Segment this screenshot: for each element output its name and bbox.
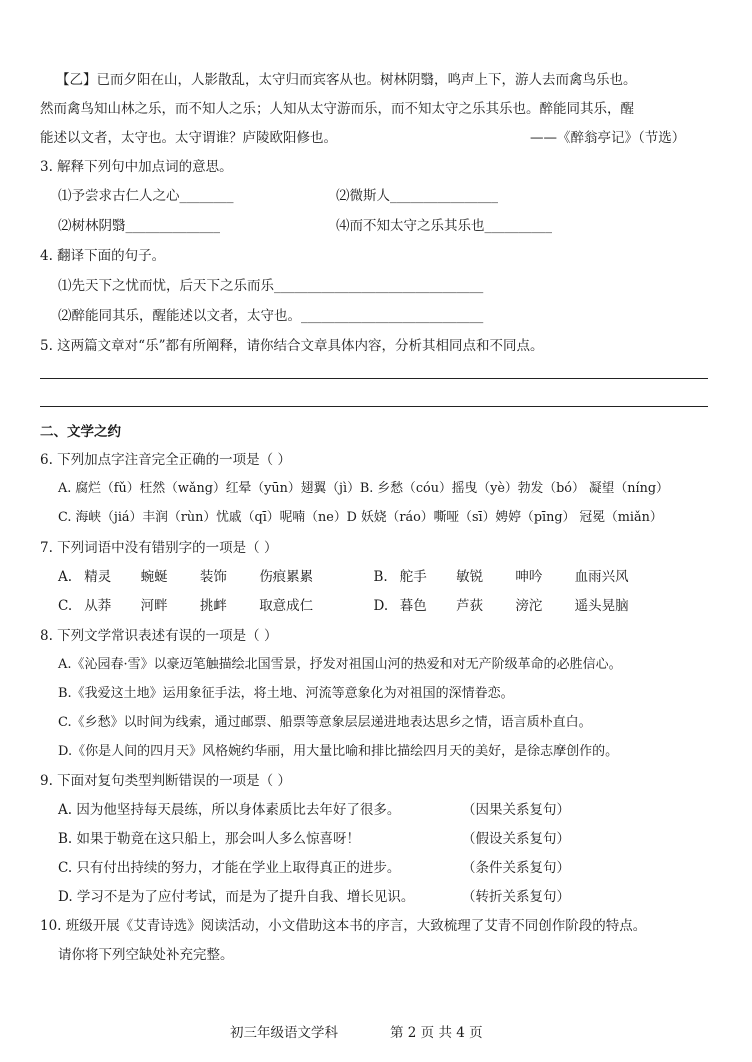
section-title: 二、文学之约: [40, 424, 121, 440]
q4-stem: 4. 翻译下面的句子。: [40, 248, 166, 264]
q9-type-b: （假设关系复句）: [462, 831, 570, 847]
q7-word: 蜿蜒: [140, 569, 168, 585]
q10-line-1: 10. 班级开展《艾青诗选》阅读活动，小文借助这本书的序言，大致梳理了艾青不同创作阶段的特点。: [40, 918, 647, 934]
q9-option-b: B. 如果于勒竟在这只船上，那会叫人多么惊喜呀！: [58, 831, 361, 847]
q7-word: 舵手: [399, 569, 427, 585]
q7-label-d: D.: [373, 598, 389, 614]
q7-word: 精灵: [84, 569, 112, 585]
passage-source: ——《醉翁亭记》（节选）: [530, 130, 686, 146]
q8-stem: 8. 下列文学常识表述有误的一项是（ ）: [40, 628, 278, 644]
q7-word: 取意成仁: [259, 598, 314, 614]
q7-word: 从莽: [84, 598, 112, 614]
q7-word: 挑衅: [199, 598, 227, 614]
q9-type-d: （转折关系复句）: [462, 889, 570, 905]
q3-item-2: ⑵微斯人________________: [336, 188, 498, 204]
passage-line-3: 能述以文者，太守也。太守谓谁？庐陵欧阳修也。: [40, 130, 337, 146]
q3-stem: 3. 解释下列句中加点词的意思。: [40, 159, 233, 175]
q6-options-ab: A. 腐烂（fǔ）枉然（wǎng）红晕（yūn）翅翼（jì）B. 乡愁（cóu）摇曳（yè）勃发（bó） 凝望（níng）: [58, 481, 669, 496]
q7-label-a: A.: [58, 569, 73, 585]
q3-item-3: ⑵树林阴翳______________: [58, 218, 220, 234]
q8-option-b: B.《我爱这土地》运用象征手法，将土地、河流等意象化为对祖国的深情眷恋。: [58, 686, 514, 701]
q7-word: 暮色: [399, 598, 427, 614]
q7-word: 伤痕累累: [259, 569, 314, 585]
q3-item-4: ⑷而不知太守之乐其乐也__________: [336, 218, 552, 234]
passage-line-2: 然而禽鸟知山林之乐，而不知人之乐；人知从太守游而乐，而不知太守之乐其乐也。醉能同其乐，醒: [40, 101, 634, 117]
answer-line-2: [40, 406, 708, 407]
q9-type-c: （条件关系复句）: [462, 860, 570, 876]
q8-option-c: C.《乡愁》以时间为线索，通过邮票、船票等意象层层递进地表达思乡之情，语言质朴直白。: [58, 715, 592, 730]
q8-option-a: A.《沁园春·雪》以豪迈笔触描绘北国雪景，抒发对祖国山河的热爱和对无产阶级革命的必胜信心。: [58, 657, 622, 672]
q6-options-cd: C. 海峡（jiá）丰润（rùn）忧戚（qī）呢喃（ne）D 妖娆（ráo）嘶哑（sī）娉婷（pīng） 冠冕（miǎn）: [58, 510, 663, 525]
q4-item-1: ⑴先天下之忧而忧，后天下之乐而乐_______________________________: [58, 278, 484, 294]
q9-type-a: （因果关系复句）: [462, 802, 570, 818]
q4-item-2: ⑵醉能同其乐，醒能述以文者，太守也。___________________________: [58, 308, 484, 324]
q7-word: 滂沱: [515, 598, 543, 614]
q7-word: 遥头晃脑: [574, 598, 629, 614]
q7-word: 敏锐: [456, 569, 484, 585]
q9-option-d: D. 学习不是为了应付考试，而是为了提升自我、增长见识。: [58, 889, 415, 905]
q7-word: 芦荻: [456, 598, 484, 614]
q7-word: 河畔: [140, 598, 168, 614]
q6-stem: 6. 下列加点字注音完全正确的一项是（ ）: [40, 452, 291, 468]
passage-line-1: 【乙】已而夕阳在山，人影散乱，太守归而宾客从也。树林阴翳，鸣声上下，游人去而禽鸟乐也。: [56, 72, 637, 88]
q7-word: 呻吟: [515, 569, 543, 585]
q7-label-b: B.: [373, 569, 388, 585]
q3-item-1: ⑴予尝求古仁人之心________: [58, 188, 234, 204]
footer-page-number: 第 2 页 共 4 页: [390, 1025, 483, 1041]
q7-row-1: [58, 567, 655, 587]
q7-stem: 7. 下列词语中没有错别字的一项是（ ）: [40, 540, 278, 556]
answer-line-1: [40, 378, 708, 379]
q7-label-c: C.: [58, 598, 73, 614]
q10-line-2: 请你将下列空缺处补充完整。: [58, 947, 234, 963]
q9-option-c: C. 只有付出持续的努力，才能在学业上取得真正的进步。: [58, 860, 401, 876]
q7-row-2: [58, 596, 655, 616]
q7-word: 血雨兴风: [574, 569, 629, 585]
q8-option-d: D.《你是人间的四月天》风格婉约华丽，用大量比喻和排比描绘四月天的美好，是徐志摩创作的。: [58, 744, 619, 759]
q7-word: 装饰: [199, 569, 227, 585]
q9-option-a: A. 因为他坚持每天晨练，所以身体素质比去年好了很多。: [58, 802, 401, 818]
q9-stem: 9. 下面对复句类型判断错误的一项是（ ）: [40, 773, 291, 789]
footer-subject: 初三年级语文学科: [230, 1025, 338, 1041]
q5-stem: 5. 这两篇文章对“乐”都有所阐释，请你结合文章具体内容，分析其相同点和不同点。: [40, 338, 544, 354]
